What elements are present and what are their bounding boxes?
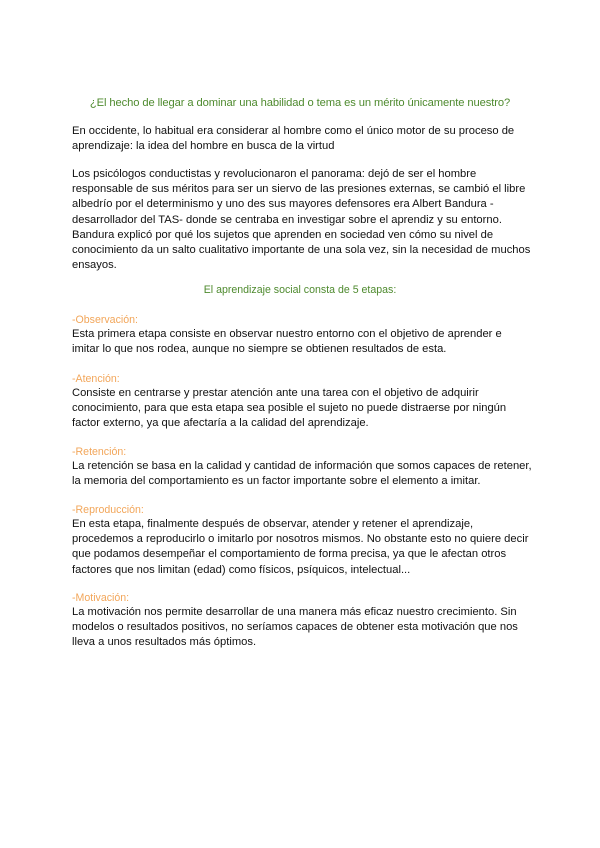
stage-text-retencion: La retención se basa en la calidad y cantidad de información que somos capaces de retener, la memoria del comportamiento es un factor importante sobre el elemento a imitar.: [72, 460, 532, 488]
stage-text-motivacion: La motivación nos permite desarrollar de una manera más eficaz nuestro crecimiento. Sin modelos o resultados positivos, no seríamos capaces de obtener esta motivación que nos lleva a unos resultados más óptimos.: [72, 606, 518, 649]
stage-heading-retencion: -Retención:: [72, 446, 127, 458]
document-title: ¿El hecho de llegar a dominar una habilidad o tema es un mérito únicamente nuestro?: [89, 97, 511, 109]
stage-heading-reproduccion: -Reproducción:: [72, 504, 144, 516]
stage-text-reproduccion: En esta etapa, finalmente después de observar, atender y retener el aprendizaje, procedemos a reproducirlo o imitarlo por nosotros mismos. No obstante esto no quiere decir que podamos desempeñar el comportamiento de forma precisa, ya que le afectan otros factores que nos limitan (edad) como físicos, psíquicos, intelectual...: [72, 518, 529, 576]
intro-paragraph-1: En occidente, lo habitual era considerar al hombre como el único motor de su proceso de aprendizaje: la idea del hombre en busca de la virtud: [72, 125, 515, 153]
stage-heading-motivacion: -Motivación:: [72, 592, 130, 604]
stage-text-atencion: Consiste en centrarse y prestar atención ante una tarea con el objetivo de adquirir conocimiento, para que esta etapa sea posible el sujeto no puede distraerse por ningún factor externo, ya que afectaría a la calidad del aprendizaje.: [72, 387, 507, 430]
stage-text-observacion: Esta primera etapa consiste en observar nuestro entorno con el objetivo de aprender e imitar lo que nos rodea, aunque no siempre se obtienen resultados de esta.: [72, 328, 502, 356]
stage-heading-observacion: -Observación:: [72, 314, 138, 326]
intro-paragraph-2: Los psicólogos conductistas y revolucionaron el panorama: dejó de ser el hombre responsable de sus méritos para ser un siervo de las presiones externas, se cambió el libre albedrío por el determinismo y uno des sus mayores defensores era Albert Bandura -desarrollador del TAS- donde se centraba en investigar sobre el aprendiz y su entorno. Bandura explicó por qué los sujetos que aprenden en sociedad ven cómo su nivel de conocimiento da un salto cualitativo importante de una sola vez, sin la necesidad de muchos ensayos.: [72, 168, 531, 272]
stage-heading-atencion: -Atención:: [72, 373, 120, 385]
section-subtitle: El aprendizaje social consta de 5 etapas:: [203, 284, 397, 296]
